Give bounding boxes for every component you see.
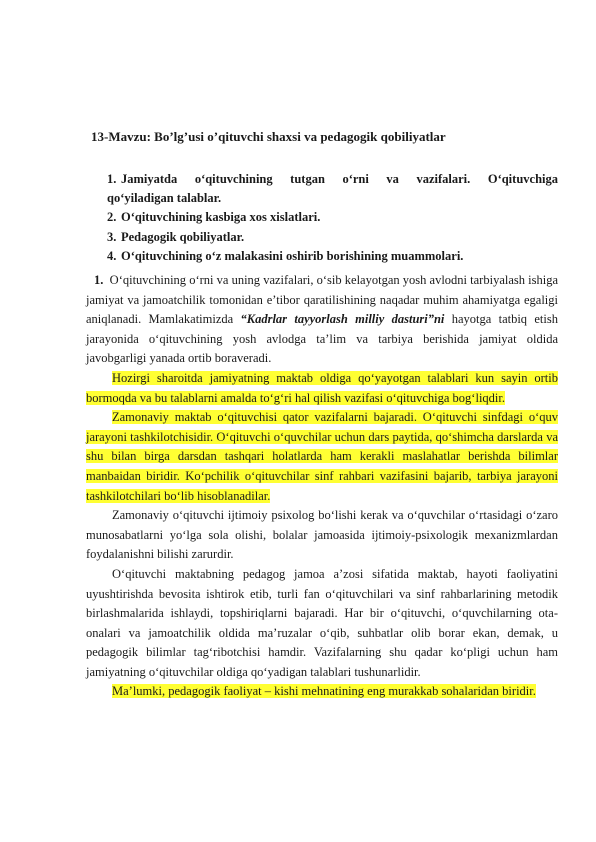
outline-number: 1.: [107, 172, 117, 186]
outline-item: [107, 228, 558, 248]
paragraph: [86, 408, 558, 506]
highlighted-text: Hozirgi sharoitda jamiyatning maktab oldiga qo‘yayotgan talablari kun sayin ortib bormoqda va bu talablarni amalda to‘g‘ri hal qilish vazifasi o‘qituvchiga bog‘liqdir.: [86, 370, 558, 405]
body-text: [86, 271, 558, 702]
emphasized-program-name: “Kadrlar tayyorlash milliy dasturi”ni: [240, 312, 445, 327]
outline-item: [107, 247, 558, 267]
paragraph-text: Zamonaviy o‘qituvchi ijtimoiy psixolog bo‘lishi kerak va o‘quvchilar o‘rtasidagi o‘zaro munosabatlarni yo‘lga sola olishi, bolalar jamoasida ijtimoiy-psixologik mexanizmlardan foydalanishni bilishi zarurdir.: [86, 508, 558, 562]
paragraph-text: O‘qituvchining o‘rni va uning vazifalari, o‘sib kelayotgan yosh avlodni tarbiyalash ishiga jamiyat va jamoatchilik tomonidan e’tibor qaratilishining naqadar muhim ahamiyatga egaligi aniqlanadi. Mamlakatimizda: [86, 273, 558, 327]
outline-item: [107, 170, 558, 190]
outline-item: [107, 208, 558, 228]
outline-text: Pedagogik qobiliyatlar.: [121, 229, 245, 244]
paragraph-text: hayotga tatbiq etish jarayonida o‘qituvchining yosh avlodga ta’lim va tarbiya berishida jamiyat oldida javobgarligi yanada ortib boraveradi.: [86, 312, 558, 366]
paragraph: [86, 565, 558, 683]
outline-text: O‘qituvchining o‘z malakasini oshirib borishining muammolari.: [121, 249, 464, 263]
outline-text-continued: qo‘yiladigan talablar.: [107, 190, 222, 205]
topic-outline: [107, 170, 558, 267]
outline-number: 4.: [107, 249, 117, 263]
paragraph: [86, 682, 558, 702]
outline-number: 3.: [107, 229, 117, 244]
paragraph-text: O‘qituvchi maktabning pedagog jamoa a’zosi sifatida maktab, hayoti faoliyatini uyushtirishda bevosita ishtirok etib, turli fan o‘qituvchilari va sinf rahbarlarining metodik birlashmalarida ishlaydi, topshiriqlarni bajaradi. Har bir o‘qituvchi, o‘quvchilarning ota-onalari va jamoatchilik oldida ma’ruzalar o‘qib, suhbatlar olib borar ekan, demak, u pedagogik bilimlar tag‘ribotchisi hamdir. Vazifalarning shu qadar ko‘pligi uchun ham jamiyatning o‘qituvchilar oldiga qo‘yadigan talablari tushunarlidir.: [86, 566, 558, 679]
paragraph: [86, 271, 558, 369]
highlighted-text: Ma’lumki, pedagogik faoliyat – kishi mehnatining eng murakkab sohalaridan biridir.: [112, 684, 536, 699]
outline-text: O‘qituvchining kasbiga xos xislatlari.: [121, 210, 321, 224]
paragraph-number: 1.: [94, 273, 104, 287]
highlighted-text: Zamonaviy maktab o‘qituvchisi qator vazifalarni bajaradi. O‘qituvchi sinfdagi o‘quv jarayoni tashkilotchisidir. O‘qituvchi o‘quvchilar uchun dars paytida, qo‘shimcha darslarda va shu bilan birga darsdan tashqari holatlarda ham kerakli maslahatlar berishda bilimlar manbaidan biridir. Ko‘pchilik o‘qituvchilar sinf rahbari vazifasini bajarib, tarbiya jarayoni tashkilotchilari bo‘lib hisoblanadilar.: [86, 410, 558, 503]
paragraph: [86, 369, 558, 408]
outline-text: Jamiyatda o‘qituvchining tutgan o‘rni va vazifalari. O‘qituvchiga: [121, 172, 558, 186]
outline-number: 2.: [107, 210, 117, 224]
paragraph: [86, 506, 558, 565]
page-title: 13-Mavzu: Bo’lg’usi o’qituvchi shaxsi va pedagogik qobiliyatlar: [91, 129, 446, 144]
